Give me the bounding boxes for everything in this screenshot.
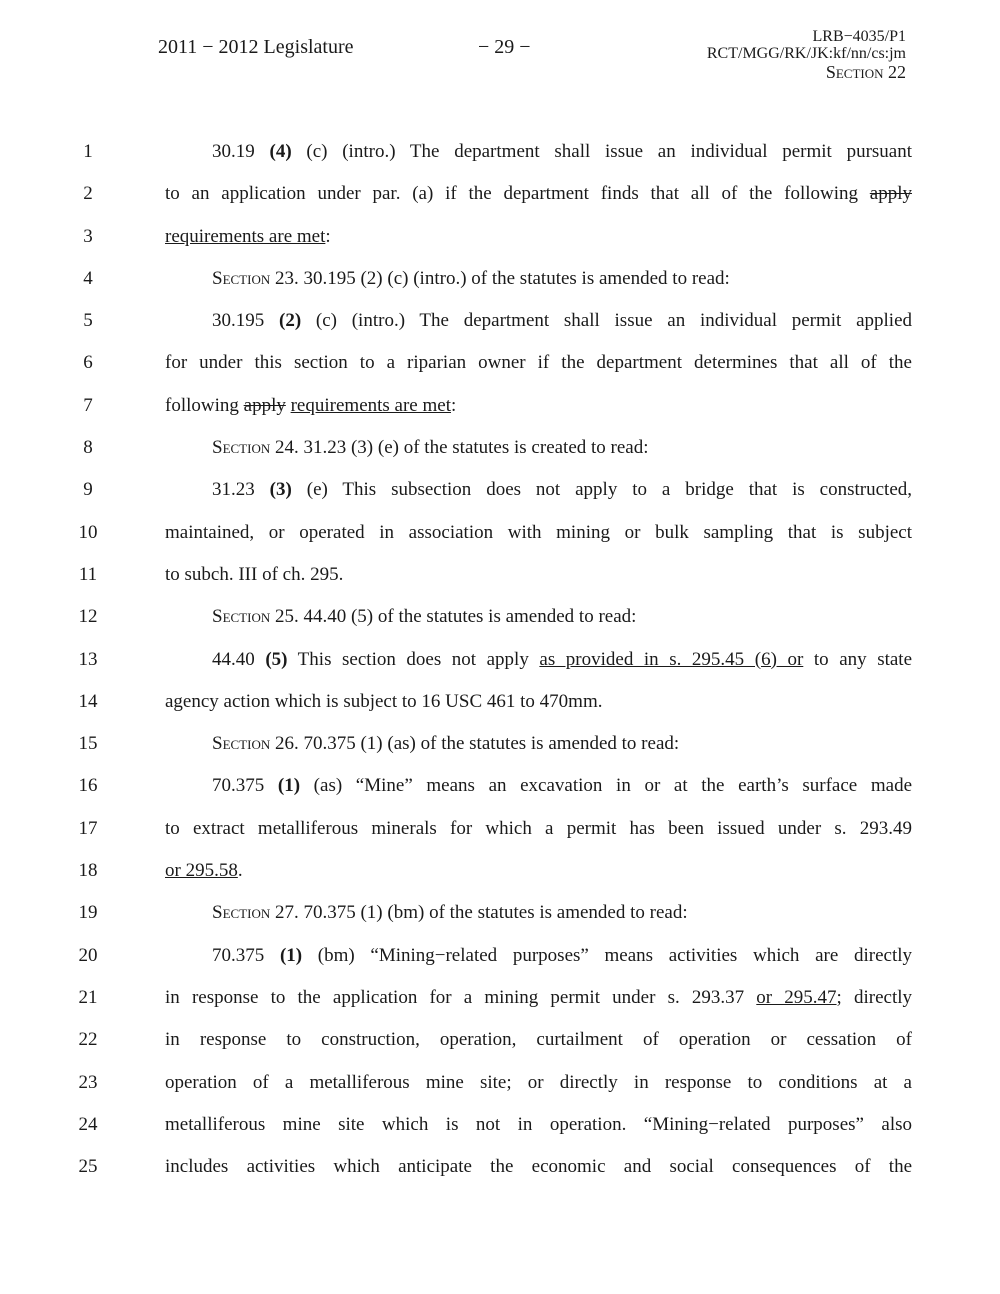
header-page-number: − 29 − <box>478 36 531 58</box>
text-line <box>0 266 1000 308</box>
line-number: 12 <box>78 606 98 628</box>
section-heading: Section 26. <box>212 733 299 755</box>
subsection-number: (5) <box>265 648 288 670</box>
text-line <box>0 689 1000 731</box>
line-number: 24 <box>78 1113 98 1135</box>
text-line <box>0 985 1000 1027</box>
subsection-number: (1) <box>279 944 303 966</box>
text-line <box>0 393 1000 435</box>
header-right-block <box>707 28 906 82</box>
text-segment: 70.375 (1) (bm) of the statutes is amended to read: <box>298 902 688 924</box>
header-drafters: RCT/MGG/RK/JK:kf/nn/cs:jm <box>706 45 906 62</box>
line-number: 15 <box>78 733 98 755</box>
line-text <box>212 604 912 630</box>
line-text <box>212 943 912 969</box>
text-segment: (as) “Mine” means an excavation in or at the earth’s surface made <box>300 775 913 797</box>
line-text <box>165 350 912 376</box>
text-line <box>0 731 1000 773</box>
text-line <box>0 1112 1000 1154</box>
section-heading: Section 27. <box>212 902 299 924</box>
text-line <box>0 816 1000 858</box>
text-segment: . <box>237 860 243 882</box>
line-number: 25 <box>78 1156 98 1178</box>
text-line <box>0 858 1000 900</box>
line-text <box>165 224 912 250</box>
line-text <box>165 520 912 546</box>
text-segment: 30.19 <box>212 141 270 162</box>
text-segment: for under this section to a riparian owner if the department determines that all of the <box>165 352 912 374</box>
inserted-text: requirements are met <box>290 394 451 416</box>
text-segment: 70.375 <box>212 775 278 797</box>
line-text <box>165 1154 912 1180</box>
line-number: 22 <box>78 1029 98 1051</box>
text-segment: agency action which is subject to 16 USC 461 to 470mm. <box>165 690 603 712</box>
line-number: 9 <box>83 479 93 501</box>
text-segment: 70.375 (1) (as) of the statutes is amended to read: <box>298 733 680 755</box>
line-number: 5 <box>83 310 93 332</box>
subsection-number: (2) <box>279 310 302 332</box>
header-lrb-number: LRB−4035/P1 <box>812 28 906 45</box>
line-number: 18 <box>78 860 98 882</box>
inserted-text: or 295.47 <box>756 986 837 1008</box>
section-heading: Section 25. <box>212 606 299 628</box>
text-segment: 31.23 <box>212 479 270 501</box>
text-line <box>0 308 1000 350</box>
line-number: 13 <box>78 648 98 670</box>
line-number: 23 <box>78 1071 98 1093</box>
line-text <box>165 1112 912 1138</box>
statute-text-body <box>0 139 1000 1196</box>
text-line <box>0 1070 1000 1112</box>
line-text <box>212 647 912 673</box>
line-number: 8 <box>83 437 93 459</box>
subsection-number: (1) <box>277 775 301 797</box>
line-text <box>212 139 912 165</box>
subsection-number: (4) <box>269 141 292 162</box>
text-line <box>0 435 1000 477</box>
text-segment: following <box>165 394 244 416</box>
line-number: 17 <box>78 817 98 839</box>
line-text <box>165 1070 912 1096</box>
text-segment: to any state <box>803 648 913 670</box>
line-text <box>212 435 912 461</box>
inserted-text: requirements are met <box>165 225 326 247</box>
text-line <box>0 477 1000 519</box>
header-section: Section 22 <box>825 62 906 82</box>
text-segment: in response to construction, operation, curtailment of operation or cessation of <box>165 1029 912 1051</box>
line-number: 6 <box>83 352 93 374</box>
line-number: 21 <box>78 986 98 1008</box>
text-segment: ; directly <box>836 986 913 1008</box>
text-line <box>0 1027 1000 1069</box>
subsection-number: (3) <box>269 479 292 501</box>
line-number: 7 <box>83 394 93 416</box>
text-segment: 44.40 <box>212 648 266 670</box>
text-segment: operation of a metalliferous mine site; or directly in response to conditions at a <box>165 1071 912 1093</box>
line-text <box>212 266 912 292</box>
line-text <box>165 858 912 884</box>
line-number: 4 <box>83 267 93 289</box>
text-line <box>0 900 1000 942</box>
text-segment: : <box>450 394 457 416</box>
text-line <box>0 1154 1000 1196</box>
line-number: 2 <box>83 183 93 205</box>
line-number: 3 <box>83 225 93 247</box>
deleted-text: apply <box>869 183 912 205</box>
line-text <box>165 689 912 715</box>
text-line <box>0 562 1000 604</box>
line-number: 19 <box>78 902 98 924</box>
text-line <box>0 604 1000 646</box>
line-text <box>165 1027 912 1053</box>
text-segment: to an application under par. (a) if the department finds that all of the following <box>165 183 870 205</box>
text-segment: (c) (intro.) The department shall issue an individual permit applied <box>301 310 913 332</box>
text-segment: (c) (intro.) The department shall issue an individual permit pursuant <box>291 141 913 162</box>
text-segment: 44.40 (5) of the statutes is amended to read: <box>298 606 637 628</box>
line-text <box>165 181 912 207</box>
line-text <box>165 562 912 588</box>
text-segment: to extract metalliferous minerals for which a permit has been issued under s. 293.49 <box>165 817 912 839</box>
section-heading: Section 23. <box>212 267 299 289</box>
text-segment: 30.195 <box>212 310 279 332</box>
line-text <box>212 308 912 334</box>
line-text <box>165 393 912 419</box>
line-text <box>165 816 912 842</box>
line-text <box>212 773 912 799</box>
text-segment: to subch. III of ch. 295. <box>165 563 344 585</box>
line-number: 16 <box>78 775 98 797</box>
deleted-text: apply <box>243 394 286 416</box>
text-line <box>0 943 1000 985</box>
text-segment: : <box>325 225 331 247</box>
inserted-text: or 295.58 <box>165 860 238 882</box>
text-line <box>0 520 1000 562</box>
section-heading: Section 24. <box>212 437 299 459</box>
line-text <box>212 477 912 503</box>
text-segment: 70.375 <box>212 944 280 966</box>
text-segment: (bm) “Mining−related purposes” means activities which are directly <box>302 944 913 966</box>
line-text <box>165 985 912 1011</box>
text-segment: in response to the application for a mining permit under s. 293.37 <box>165 986 757 1008</box>
text-line <box>0 773 1000 815</box>
text-line <box>0 647 1000 689</box>
line-text <box>212 731 912 757</box>
inserted-text: as provided in s. 295.45 (6) or <box>539 648 804 670</box>
text-segment: 30.195 (2) (c) (intro.) of the statutes is amended to read: <box>298 267 730 289</box>
line-number: 14 <box>78 690 98 712</box>
line-text <box>212 900 912 926</box>
text-segment: (e) This subsection does not apply to a bridge that is constructed, <box>291 479 913 501</box>
text-segment: 31.23 (3) (e) of the statutes is created to read: <box>298 437 649 459</box>
line-number: 10 <box>78 521 98 543</box>
line-number: 1 <box>83 141 93 162</box>
text-line <box>0 139 1000 181</box>
line-number: 20 <box>78 944 98 966</box>
text-line <box>0 181 1000 223</box>
text-segment: includes activities which anticipate the economic and social consequences of the <box>165 1156 912 1178</box>
line-number: 11 <box>78 563 98 585</box>
text-line <box>0 224 1000 266</box>
text-segment: metalliferous mine site which is not in operation. “Mining−related purposes” also <box>165 1113 912 1135</box>
text-segment: This section does not apply <box>287 648 540 670</box>
text-segment: maintained, or operated in association with mining or bulk sampling that is subject <box>165 521 912 543</box>
text-line <box>0 350 1000 392</box>
header-legislature: 2011 − 2012 Legislature <box>158 36 354 58</box>
